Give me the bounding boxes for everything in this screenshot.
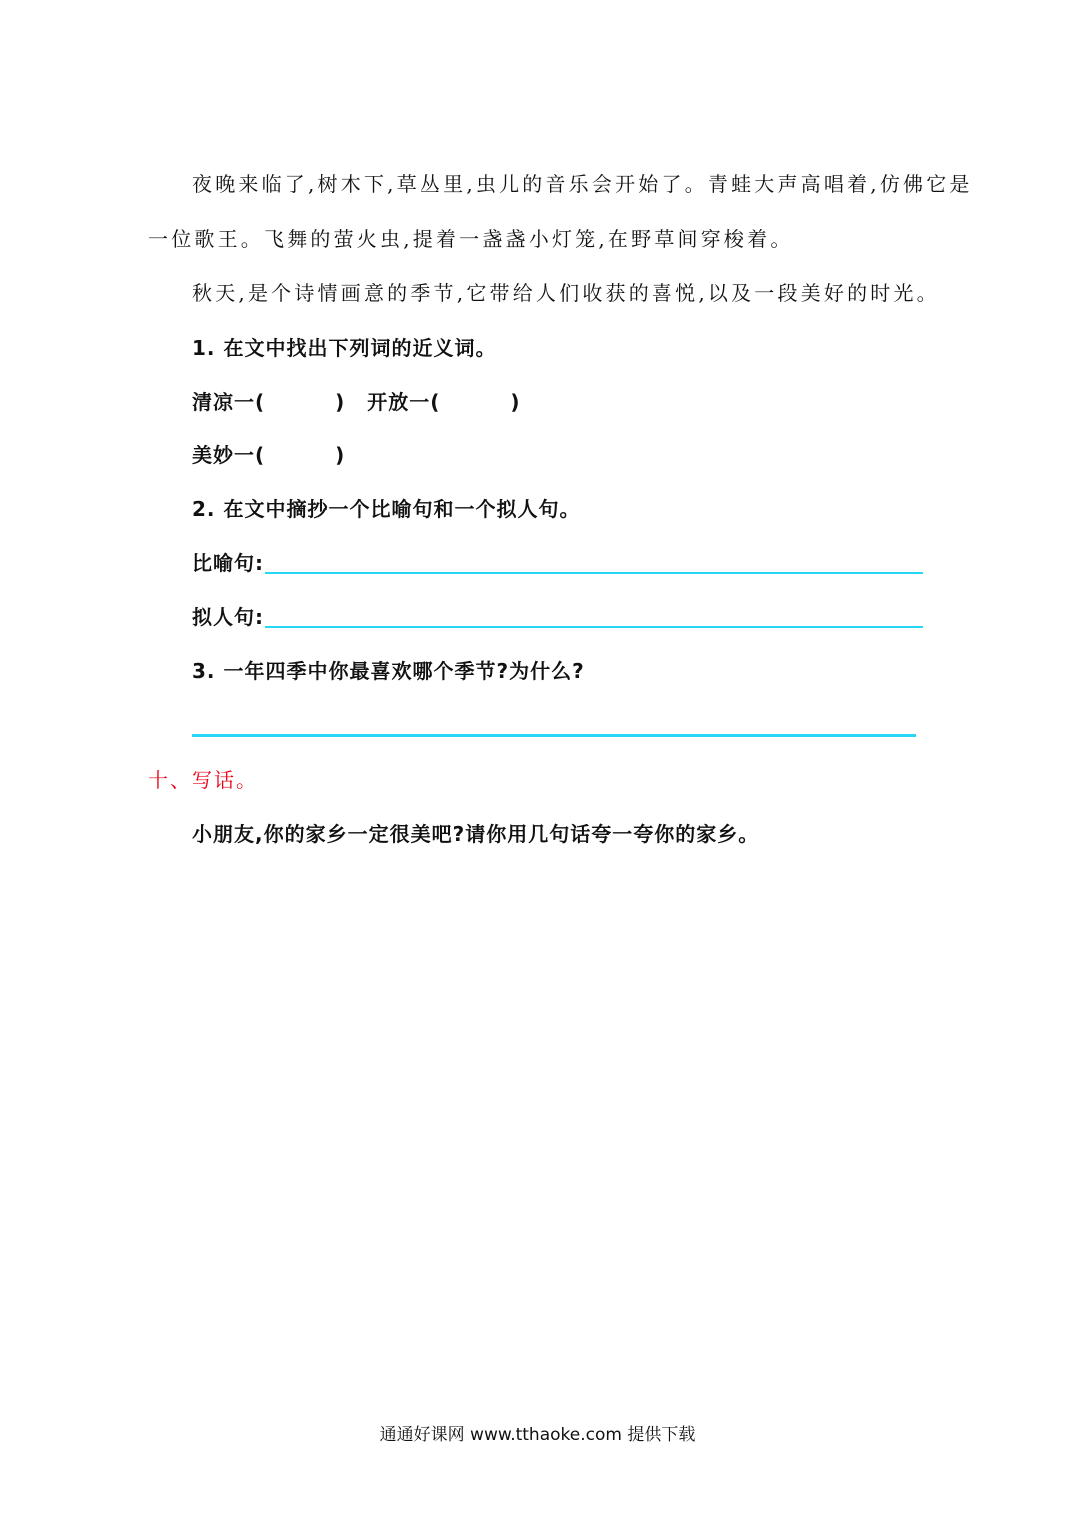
synonym-item-meimiao: 美妙一( (192, 443, 266, 467)
section-10-heading: 十、写话。 (148, 768, 258, 792)
metaphor-answer-line[interactable] (265, 572, 923, 574)
synonym-item-qingliang: 清凉一( (192, 390, 266, 414)
passage-line-2: 一位歌王。飞舞的萤火虫,提着一盏盏小灯笼,在野草间穿梭着。 (148, 227, 794, 251)
footer-download-note: 通通好课网 www.tthaoke.com 提供下载 (379, 1425, 696, 1445)
synonym-close-3: ) (335, 443, 346, 467)
synonym-item-kaifang: 开放一( (367, 390, 441, 414)
synonym-close-1: ) (335, 390, 346, 414)
personification-label: 拟人句: (192, 605, 264, 629)
metaphor-label: 比喻句: (192, 551, 264, 575)
question-2-prompt: 2. 在文中摘抄一个比喻句和一个拟人句。 (192, 497, 581, 521)
question-1-row-1 (192, 389, 521, 415)
synonym-close-2: ) (510, 390, 521, 414)
personification-answer-line[interactable] (265, 626, 923, 628)
question-3-prompt: 3. 一年四季中你最喜欢哪个季节?为什么? (192, 659, 585, 683)
passage-line-3: 秋天,是个诗情画意的季节,它带给人们收获的喜悦,以及一段美好的时光。 (192, 281, 940, 305)
question-1-row-2 (192, 442, 345, 468)
writing-instruction: 小朋友,你的家乡一定很美吧?请你用几句话夸一夸你的家乡。 (192, 822, 760, 846)
season-answer-line[interactable] (192, 734, 916, 737)
question-1-prompt: 1. 在文中找出下列词的近义词。 (192, 336, 497, 360)
passage-line-1: 夜晚来临了,树木下,草丛里,虫儿的音乐会开始了。青蛙大声高唱着,仿佛它是 (192, 172, 973, 196)
